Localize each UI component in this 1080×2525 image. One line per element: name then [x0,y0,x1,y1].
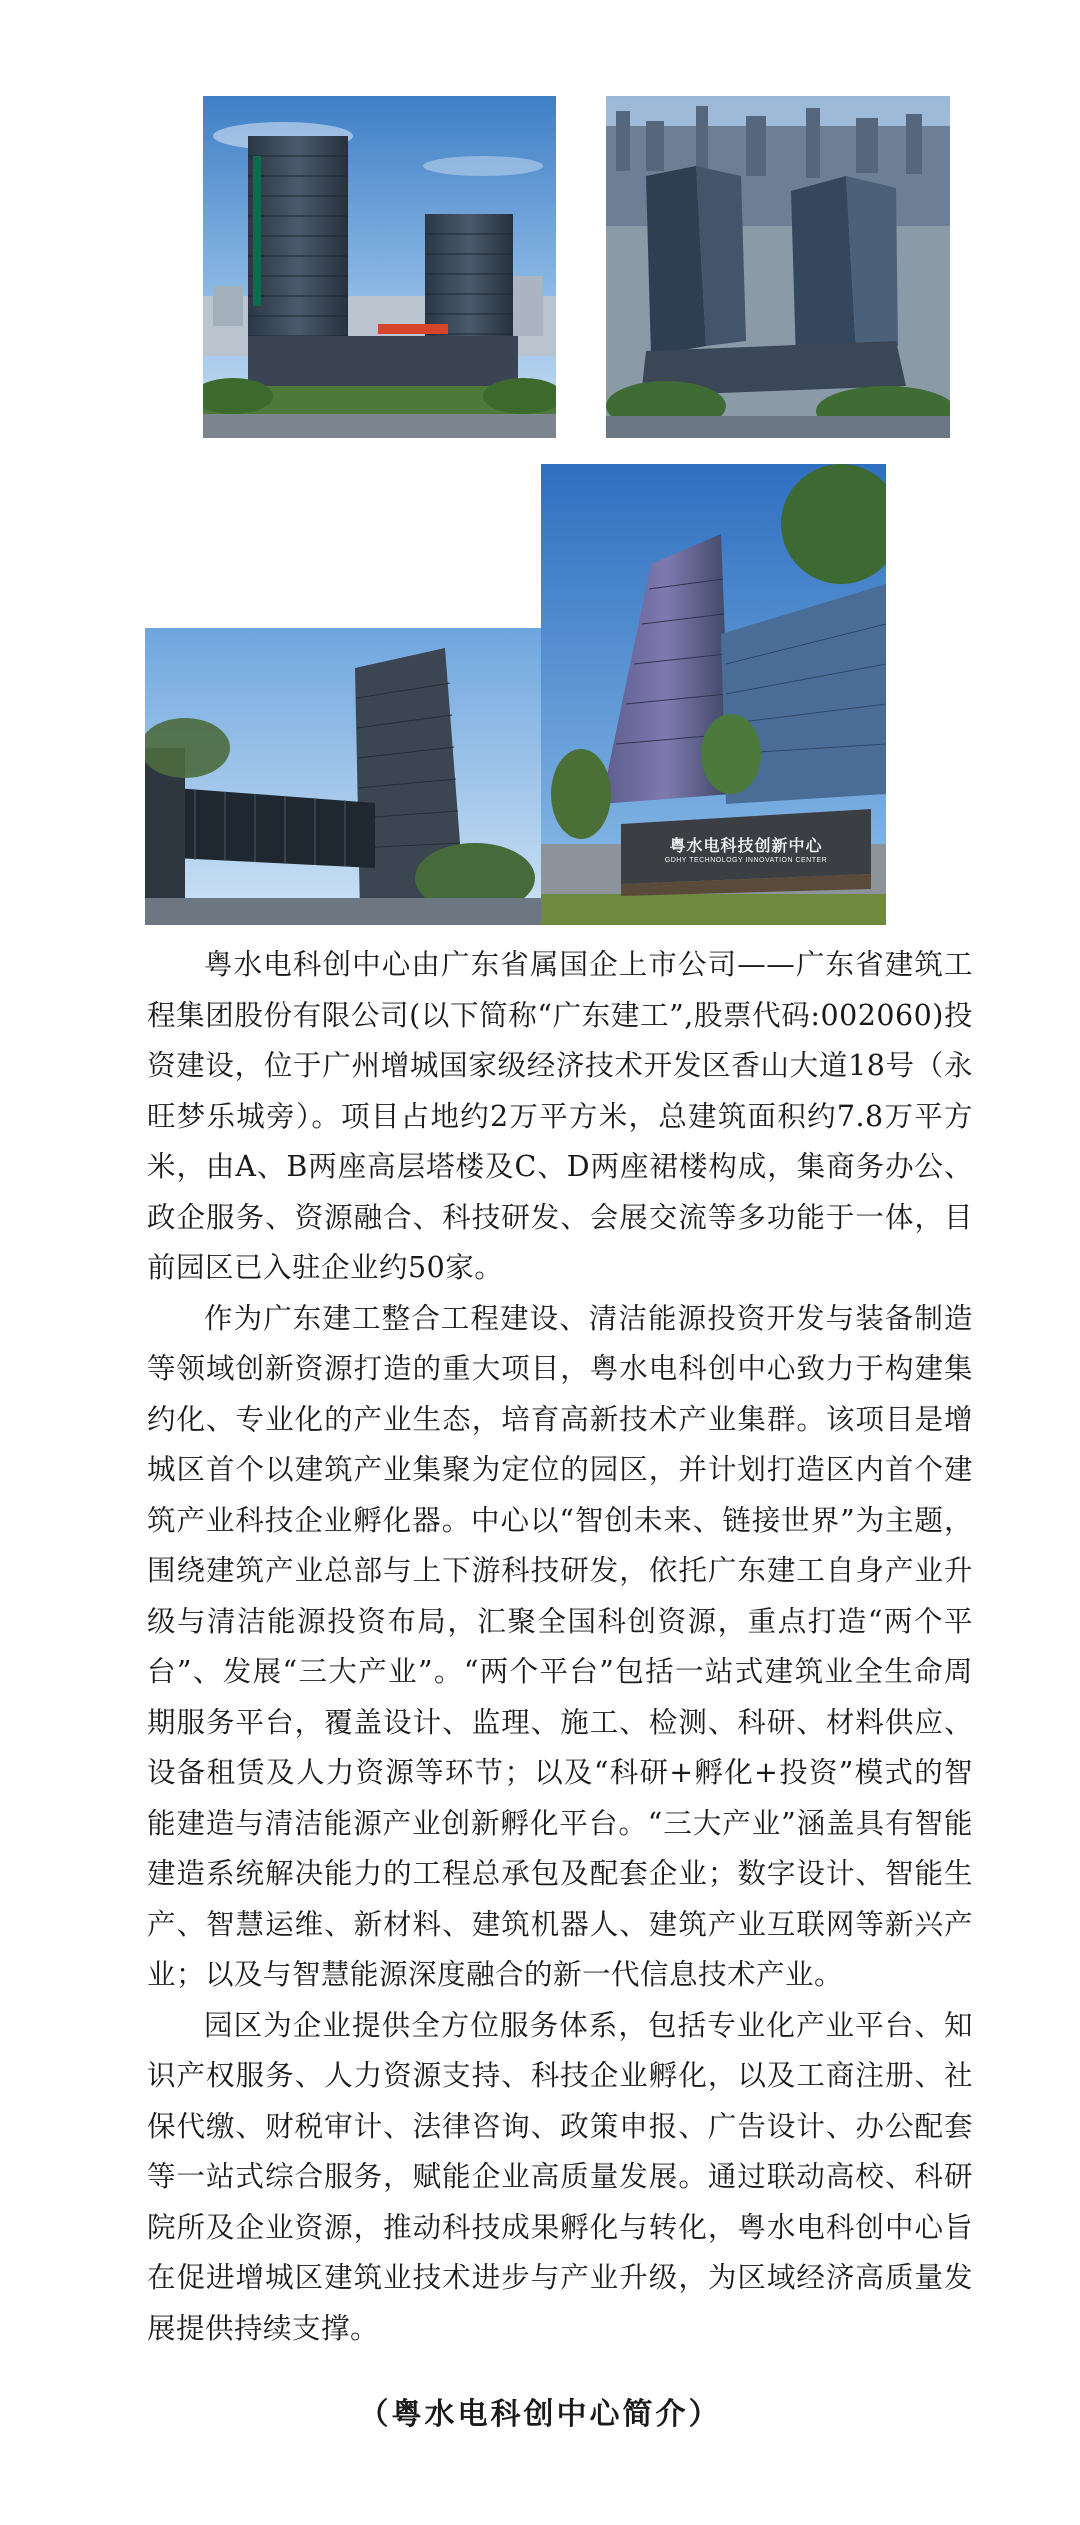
paragraph-strategy: 作为广东建工整合工程建设、清洁能源投资开发与装备制造等领域创新资源打造的重大项目，粤水电科创中心致力于构建集约化、专业化的产业生态，培育高新技术产业集群。该项目是增城区首个以建筑产业集聚为定位的园区，并计划打造区内首个建筑产业科技企业孵化器。中心以“智创未来、链接世界”为主题，围绕建筑产业总部与上下游科技研发，依托广东建工自身产业升级与清洁能源投资布局，汇聚全国科创资源，重点打造“两个平台”、发展“三大产业”。“两个平台”包括一站式建筑业全生命周期服务平台，覆盖设计、监理、施工、检测、科研、材料供应、设备租赁及人力资源等环节；以及“科研+孵化+投资”模式的智能建造与清洁能源产业创新孵化平台。“三大产业”涵盖具有智能建造系统解决能力的工程总承包及配套企业；数字设计、智能生产、智慧运维、新材料、建筑机器人、建筑产业互联网等新兴产业；以及与智慧能源深度融合的新一代信息技术产业。 [147,1301,973,1991]
building-photo-front-view [203,96,556,438]
entrance-sign-cn: 粤水电科技创新中心 [669,836,823,855]
paragraph-services: 园区为企业提供全方位服务体系，包括专业化产业平台、知识产权服务、人力资源支持、科技企业孵化，以及工商注册、社保代缴、财税审计、法律咨询、政策申报、广告设计、办公配套等一站式综合服务，赋能企业高质量发展。通过联动高校、科研院所及企业资源，推动科技成果孵化与转化，粤水电科创中心旨在促进增城区建筑业技术进步与产业升级，为区域经济高质量发展提供持续支撑。 [147,2008,973,2345]
paragraph-intro: 粤水电科创中心由广东省属国企上市公司——广东省建筑工程集团股份有限公司(以下简称“广东建工”,股票代码:002060)投资建设，位于广州增城国家级经济技术开发区香山大道18号（永旺梦乐城旁）。项目占地约2万平方米，总建筑面积约7.8万平方米，由A、B两座高层塔楼及C、D两座裙楼构成，集商务办公、政企服务、资源融合、科技研发、会展交流等多功能于一体，目前园区已入驻企业约50家。 [147,948,973,1284]
building-photo-aerial-view [606,96,950,438]
entrance-sign-en: GDHY TECHNOLOGY INNOVATION CENTER [664,857,828,864]
building-photo-skybridge [145,628,542,925]
article-body [147,940,973,2354]
article-caption: （粤水电科创中心简介） [358,2397,722,2432]
building-photo-entrance-sign [541,464,886,925]
entrance-sign [636,836,856,866]
